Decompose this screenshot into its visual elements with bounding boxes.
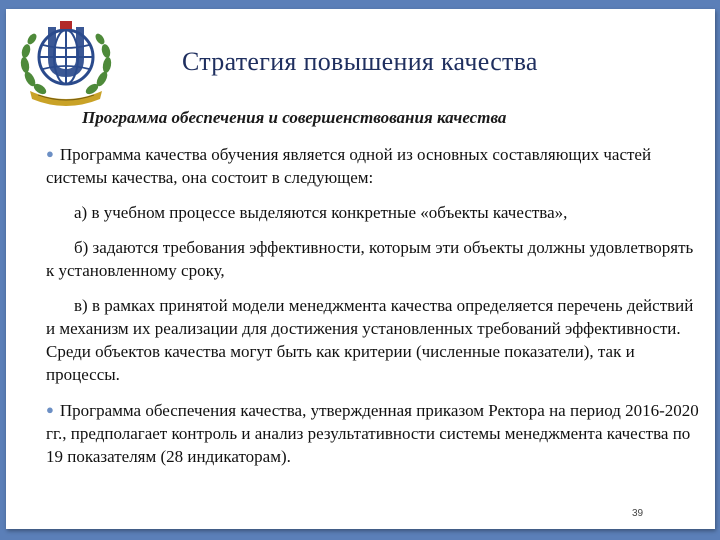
list-item-c bbox=[46, 294, 701, 386]
logo-accent bbox=[60, 21, 72, 29]
logo-graphic bbox=[16, 17, 116, 109]
bullet-dot-icon: ● bbox=[46, 402, 54, 417]
bullet-text-2: Программа обеспечения качества, утвержденная приказом Ректора на период 2016-2020 гг., предполагает контроль и анализ результативности системы менеджмента качества по 19 показателям (28 индикаторам). bbox=[46, 401, 699, 466]
list-item-a: а) в учебном процессе выделяются конкретные «объекты качества», bbox=[74, 203, 568, 222]
slide-subtitle: Программа обеспечения и совершенствования качества bbox=[82, 108, 507, 127]
bullet-dot-icon: ● bbox=[46, 146, 54, 161]
slide-body bbox=[46, 142, 701, 468]
bullet-paragraph-1 bbox=[46, 142, 701, 189]
university-logo-icon bbox=[16, 17, 116, 109]
list-item-b-text: б) задаются требования эффективности, которым эти объекты должны удовлетворять к установленному сроку, bbox=[46, 238, 694, 280]
slide-title: Стратегия повышения качества bbox=[182, 47, 538, 76]
spacer bbox=[46, 386, 701, 398]
slide bbox=[6, 9, 715, 529]
page-number: 39 bbox=[632, 508, 644, 519]
list-item-b bbox=[46, 236, 701, 282]
spacer bbox=[46, 282, 701, 294]
spacer bbox=[46, 189, 701, 201]
bullet-text-1: Программа качества обучения является одной из основных составляющих частей системы качества, она состоит в следующем: bbox=[46, 145, 652, 187]
spacer bbox=[46, 224, 701, 236]
list-item-c-text: в) в рамках принятой модели менеджмента качества определяется перечень действий и механизм их реализации для достижения установленных требований эффективности. Среди объектов качества могут быть как критерии (численные показатели), так и процессы. bbox=[46, 296, 694, 384]
bullet-paragraph-2 bbox=[46, 398, 701, 468]
